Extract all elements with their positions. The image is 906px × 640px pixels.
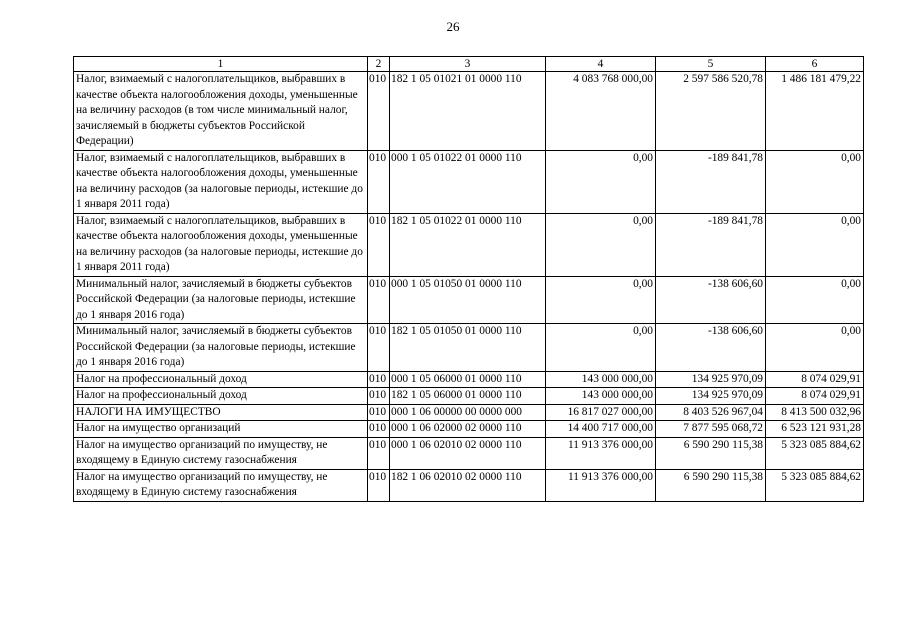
row-approved-amount: 11 913 376 000,00 xyxy=(546,469,656,501)
row-executed-amount: -138 606,60 xyxy=(656,324,766,372)
row-description: НАЛОГИ НА ИМУЩЕСТВО xyxy=(74,404,368,421)
column-header-2: 2 xyxy=(368,57,390,72)
row-unexecuted-amount: 1 486 181 479,22 xyxy=(766,72,864,151)
column-header-4: 4 xyxy=(546,57,656,72)
row-approved-amount: 143 000 000,00 xyxy=(546,388,656,405)
column-header-5: 5 xyxy=(656,57,766,72)
row-budget-code: 182 1 05 01022 01 0000 110 xyxy=(390,213,546,276)
row-admin-code: 010 xyxy=(368,421,390,438)
row-unexecuted-amount: 5 323 085 884,62 xyxy=(766,437,864,469)
row-budget-code: 182 1 05 01050 01 0000 110 xyxy=(390,324,546,372)
row-approved-amount: 143 000 000,00 xyxy=(546,371,656,388)
row-description: Налог на имущество организаций по имуществу, не входящему в Единую систему газоснабжения xyxy=(74,469,368,501)
row-description: Налог на профессиональный доход xyxy=(74,371,368,388)
row-description: Налог на профессиональный доход xyxy=(74,388,368,405)
row-executed-amount: -189 841,78 xyxy=(656,213,766,276)
row-admin-code: 010 xyxy=(368,404,390,421)
row-unexecuted-amount: 0,00 xyxy=(766,276,864,324)
budget-report-table xyxy=(73,56,864,502)
row-executed-amount: 6 590 290 115,38 xyxy=(656,469,766,501)
row-budget-code: 182 1 05 01021 01 0000 110 xyxy=(390,72,546,151)
table-row xyxy=(74,469,864,501)
row-approved-amount: 0,00 xyxy=(546,150,656,213)
table-row xyxy=(74,150,864,213)
row-description: Налог, взимаемый с налогоплательщиков, выбравших в качестве объекта налогообложения доходы, уменьшенные на величину расходов (за налоговые периоды, истекшие до 1 января 2011 года) xyxy=(74,213,368,276)
row-admin-code: 010 xyxy=(368,276,390,324)
row-budget-code: 182 1 06 02010 02 0000 110 xyxy=(390,469,546,501)
row-budget-code: 000 1 06 02000 02 0000 110 xyxy=(390,421,546,438)
row-admin-code: 010 xyxy=(368,150,390,213)
row-approved-amount: 14 400 717 000,00 xyxy=(546,421,656,438)
row-approved-amount: 0,00 xyxy=(546,324,656,372)
row-approved-amount: 4 083 768 000,00 xyxy=(546,72,656,151)
table-row xyxy=(74,324,864,372)
table-row xyxy=(74,213,864,276)
column-header-3: 3 xyxy=(390,57,546,72)
row-executed-amount: 8 403 526 967,04 xyxy=(656,404,766,421)
table-row xyxy=(74,404,864,421)
row-approved-amount: 0,00 xyxy=(546,276,656,324)
row-executed-amount: -189 841,78 xyxy=(656,150,766,213)
row-executed-amount: 134 925 970,09 xyxy=(656,388,766,405)
row-admin-code: 010 xyxy=(368,469,390,501)
row-description: Налог на имущество организаций xyxy=(74,421,368,438)
row-admin-code: 010 xyxy=(368,371,390,388)
row-approved-amount: 0,00 xyxy=(546,213,656,276)
row-description: Налог, взимаемый с налогоплательщиков, выбравших в качестве объекта налогообложения доходы, уменьшенные на величину расходов (за налоговые периоды, истекшие до 1 января 2011 года) xyxy=(74,150,368,213)
row-budget-code: 182 1 05 06000 01 0000 110 xyxy=(390,388,546,405)
row-unexecuted-amount: 8 074 029,91 xyxy=(766,371,864,388)
row-description: Налог на имущество организаций по имуществу, не входящему в Единую систему газоснабжения xyxy=(74,437,368,469)
row-unexecuted-amount: 0,00 xyxy=(766,213,864,276)
column-header-6: 6 xyxy=(766,57,864,72)
row-executed-amount: 7 877 595 068,72 xyxy=(656,421,766,438)
table-row xyxy=(74,276,864,324)
page-number: 26 xyxy=(446,19,460,34)
table-row xyxy=(74,421,864,438)
row-admin-code: 010 xyxy=(368,72,390,151)
column-header-1: 1 xyxy=(74,57,368,72)
row-budget-code: 000 1 05 01050 01 0000 110 xyxy=(390,276,546,324)
row-approved-amount: 16 817 027 000,00 xyxy=(546,404,656,421)
table-row xyxy=(74,437,864,469)
row-unexecuted-amount: 5 323 085 884,62 xyxy=(766,469,864,501)
table-row xyxy=(74,388,864,405)
row-admin-code: 010 xyxy=(368,437,390,469)
row-description: Минимальный налог, зачисляемый в бюджеты субъектов Российской Федерации (за налоговые периоды, истекшие до 1 января 2016 года) xyxy=(74,276,368,324)
row-admin-code: 010 xyxy=(368,324,390,372)
row-budget-code: 000 1 06 02010 02 0000 110 xyxy=(390,437,546,469)
column-number-row xyxy=(74,57,864,72)
row-description: Налог, взимаемый с налогоплательщиков, выбравших в качестве объекта налогообложения доходы, уменьшенные на величину расходов (в том числе минимальный налог, зачисляемый в бюджеты субъектов Российской Федерации) xyxy=(74,72,368,151)
row-unexecuted-amount: 6 523 121 931,28 xyxy=(766,421,864,438)
row-unexecuted-amount: 0,00 xyxy=(766,324,864,372)
row-executed-amount: -138 606,60 xyxy=(656,276,766,324)
row-budget-code: 000 1 05 06000 01 0000 110 xyxy=(390,371,546,388)
row-budget-code: 000 1 06 00000 00 0000 000 xyxy=(390,404,546,421)
row-unexecuted-amount: 8 413 500 032,96 xyxy=(766,404,864,421)
table-row xyxy=(74,72,864,151)
row-admin-code: 010 xyxy=(368,388,390,405)
row-unexecuted-amount: 0,00 xyxy=(766,150,864,213)
table-row xyxy=(74,371,864,388)
row-approved-amount: 11 913 376 000,00 xyxy=(546,437,656,469)
row-budget-code: 000 1 05 01022 01 0000 110 xyxy=(390,150,546,213)
row-unexecuted-amount: 8 074 029,91 xyxy=(766,388,864,405)
row-admin-code: 010 xyxy=(368,213,390,276)
row-description: Минимальный налог, зачисляемый в бюджеты субъектов Российской Федерации (за налоговые периоды, истекшие до 1 января 2016 года) xyxy=(74,324,368,372)
row-executed-amount: 6 590 290 115,38 xyxy=(656,437,766,469)
row-executed-amount: 134 925 970,09 xyxy=(656,371,766,388)
row-executed-amount: 2 597 586 520,78 xyxy=(656,72,766,151)
